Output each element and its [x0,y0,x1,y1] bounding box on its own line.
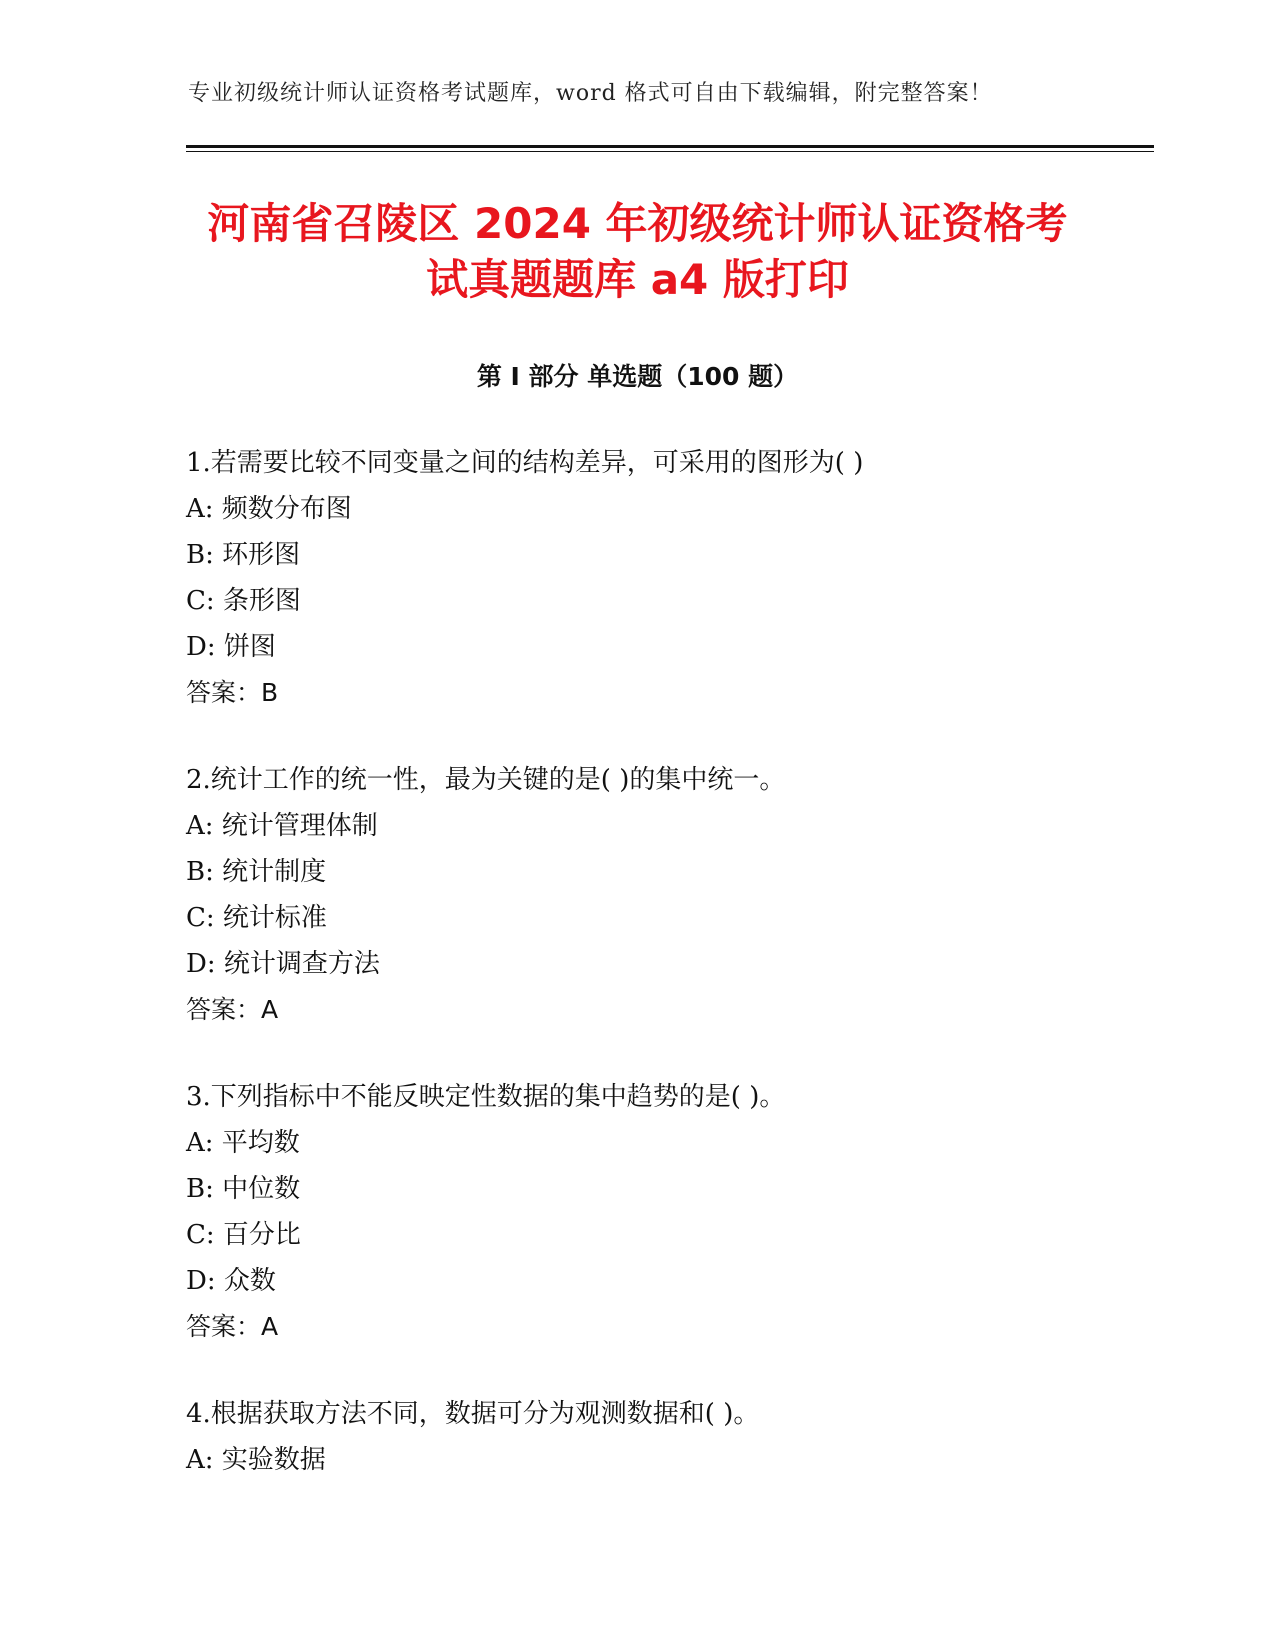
question-stem: 3.下列指标中不能反映定性数据的集中趋势的是( )。 [186,1082,786,1112]
option-c: C: 百分比 [186,1220,301,1250]
question-4 [186,1391,1146,1483]
option-a: A: 实验数据 [186,1445,326,1475]
option-b: B: 中位数 [186,1174,301,1204]
option-a: A: 频数分布图 [186,494,352,524]
question-1 [186,440,1146,716]
question-stem: 4.根据获取方法不同，数据可分为观测数据和( )。 [186,1399,760,1429]
option-d: D: 众数 [186,1266,276,1296]
option-b: B: 环形图 [186,540,301,570]
header-note: 专业初级统计师认证资格考试题库，word 格式可自由下载编辑，附完整答案！ [188,81,993,106]
option-c: C: 统计标准 [186,903,327,933]
question-stem: 1.若需要比较不同变量之间的结构差异，可采用的图形为( ) [186,448,864,478]
question-stem: 2.统计工作的统一性，最为关键的是( )的集中统一。 [186,765,786,795]
title-line-1: 河南省召陵区 2024 年初级统计师认证资格考 [207,199,1068,248]
title-line-2: 试真题题库 a4 版打印 [426,255,849,304]
option-d: D: 统计调查方法 [186,949,380,979]
answer: 答案：A [186,1312,279,1341]
option-a: A: 统计管理体制 [186,811,378,841]
header-rule-thick [186,145,1154,148]
answer: 答案：B [186,678,279,707]
option-b: B: 统计制度 [186,857,327,887]
question-2 [186,757,1146,1033]
option-d: D: 饼图 [186,632,276,662]
header-rule-thin [186,151,1154,152]
answer: 答案：A [186,995,279,1024]
option-c: C: 条形图 [186,586,301,616]
question-3 [186,1074,1146,1350]
section-title: 第 I 部分 单选题（100 题） [476,362,799,391]
option-a: A: 平均数 [186,1128,300,1158]
document-title [140,196,1135,308]
